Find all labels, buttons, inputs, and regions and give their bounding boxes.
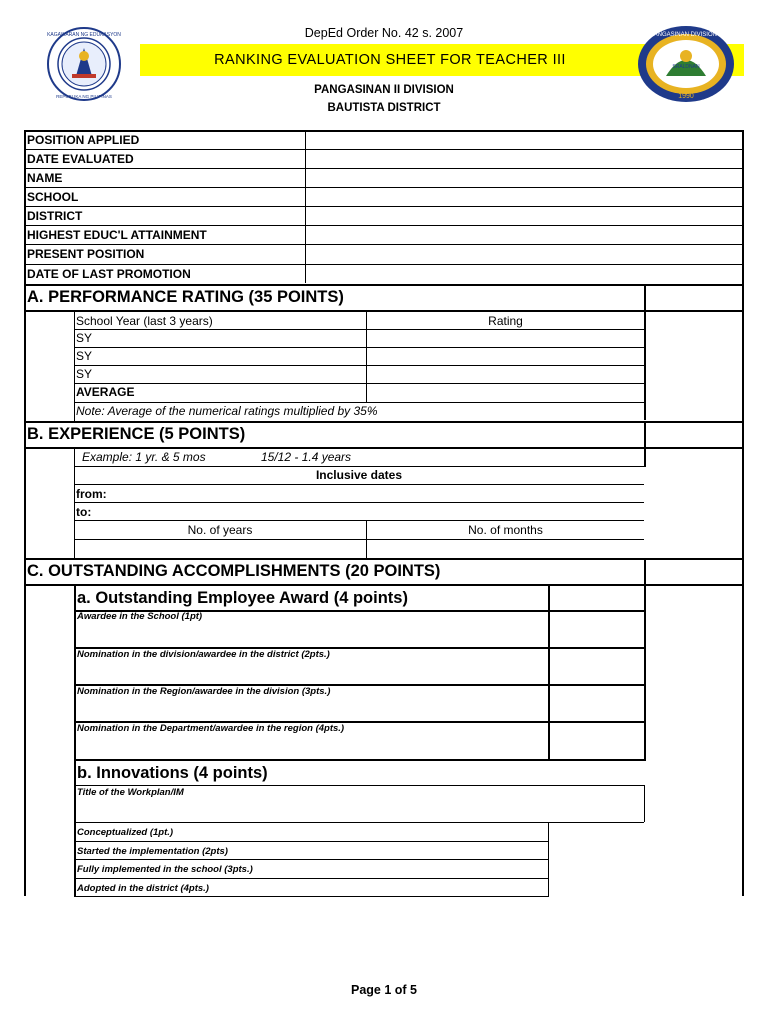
info-school-field[interactable] [306, 188, 742, 206]
section-a-average-field[interactable] [367, 384, 644, 401]
section-a-score-field[interactable] [646, 286, 742, 310]
section-c-award-title: a. Outstanding Employee Award (4 points) [77, 589, 408, 607]
section-a-rating-header: Rating [488, 314, 523, 328]
deped-order: DepEd Order No. 42 s. 2007 [304, 26, 464, 40]
info-district-label: DISTRICT [27, 209, 83, 223]
info-last-promotion-label: DATE OF LAST PROMOTION [27, 267, 191, 281]
section-c-award-item-3-field[interactable] [550, 686, 644, 720]
pangasinan-seal [636, 24, 736, 104]
section-a-sy-2: SY [76, 349, 93, 363]
info-last-promotion-field[interactable] [306, 265, 742, 283]
info-name-field[interactable] [306, 169, 742, 187]
section-c-innov-title: b. Innovations (4 points) [77, 764, 268, 782]
section-c-award-item-4: Nomination in the Department/awardee in the region (4pts.) [77, 723, 345, 734]
district-name: BAUTISTA DISTRICT [327, 102, 441, 114]
division-name: PANGASINAN II DIVISION [314, 84, 454, 96]
info-date-evaluated-field[interactable] [306, 150, 742, 168]
section-c-innov-item-1-field[interactable] [549, 823, 643, 840]
section-b-years-header: No. of years [187, 523, 253, 537]
section-b-months-field[interactable] [367, 540, 644, 557]
info-educ-attainment-field[interactable] [306, 226, 742, 244]
info-name-label: NAME [27, 171, 63, 185]
section-b-score-field[interactable] [646, 423, 742, 447]
section-a-rating-2-field[interactable] [367, 348, 644, 365]
section-c-workplan-field[interactable] [76, 800, 644, 821]
section-c-innov-item-2-field[interactable] [549, 842, 643, 859]
section-a-school-year-header: School Year (last 3 years) [76, 314, 213, 328]
info-present-position-field[interactable] [306, 245, 742, 263]
section-b-months-header: No. of months [468, 523, 543, 537]
section-c-award-item-1-field[interactable] [550, 612, 644, 646]
section-c-innov-item-3: Fully implemented in the school (3pts.) [77, 864, 253, 875]
section-b-to-field[interactable] [110, 503, 644, 520]
section-b-example-calc: 15/12 - 1.4 years [261, 450, 352, 464]
section-a-sy-1: SY [76, 331, 93, 345]
section-a-rating-3-field[interactable] [367, 366, 644, 383]
section-a-rating-1-field[interactable] [367, 330, 644, 347]
info-position-applied-label: POSITION APPLIED [27, 133, 140, 147]
section-c-award-item-2: Nomination in the division/awardee in the district (2pts.) [77, 649, 330, 660]
pangasinan-division-seal-icon [636, 24, 736, 104]
section-c-award-item-2-field[interactable] [550, 649, 644, 683]
info-educ-attainment-label: HIGHEST EDUC'L ATTAINMENT [27, 228, 207, 242]
section-c-innov-item-1: Conceptualized (1pt.) [77, 827, 174, 838]
section-c-innov-item-4: Adopted in the district (4pts.) [77, 883, 209, 894]
section-c-award-score-field[interactable] [550, 586, 644, 610]
section-c-innov-item-3-field[interactable] [549, 860, 643, 877]
sheet-title: RANKING EVALUATION SHEET FOR TEACHER III [214, 52, 566, 68]
section-b-example: Example: 1 yr. & 5 mos [82, 450, 206, 464]
section-c-award-item-3: Nomination in the Region/awardee in the division (3pts.) [77, 686, 331, 697]
section-c-award-item-4-field[interactable] [550, 723, 644, 757]
deped-seal-icon [46, 26, 122, 102]
info-position-applied-field[interactable] [306, 131, 742, 149]
section-b-from-field[interactable] [110, 485, 644, 502]
section-b-title: B. EXPERIENCE (5 POINTS) [27, 425, 246, 443]
section-a-average-label: AVERAGE [76, 385, 135, 399]
section-b-years-field[interactable] [75, 540, 366, 557]
info-present-position-label: PRESENT POSITION [27, 247, 145, 261]
right-seal-motto: SRALDNAN [672, 64, 700, 70]
info-school-label: SCHOOL [27, 190, 79, 204]
section-b-to-label: to: [76, 505, 92, 519]
section-c-workplan-label: Title of the Workplan/IM [77, 787, 184, 798]
section-c-award-item-1: Awardee in the School (1pt) [77, 611, 203, 622]
section-a-note: Note: Average of the numerical ratings multiplied by 35% [76, 404, 378, 418]
left-seal-bottom-text: REPUBLIKA NG PILIPINAS [56, 94, 112, 99]
section-b-inclusive-dates: Inclusive dates [315, 468, 403, 482]
right-seal-ring-text: PANGASINAN DIVISION II [650, 32, 722, 38]
section-c-innov-item-2: Started the implementation (2pts) [77, 846, 228, 857]
info-date-evaluated-label: DATE EVALUATED [27, 152, 134, 166]
section-a-sy-3: SY [76, 367, 93, 381]
right-seal-year: 1990 [678, 93, 694, 100]
left-seal-top-text: KAGAWARAN NG EDUKASYON [47, 32, 121, 38]
section-a-title: A. PERFORMANCE RATING (35 POINTS) [27, 288, 344, 306]
page-number: Page 1 of 5 [351, 983, 417, 997]
section-b-from-label: from: [76, 487, 107, 501]
section-c-title: C. OUTSTANDING ACCOMPLISHMENTS (20 POINTS) [27, 562, 441, 580]
section-c-innov-item-4-field[interactable] [549, 879, 643, 896]
info-district-field[interactable] [306, 207, 742, 225]
section-c-score-field[interactable] [646, 560, 742, 584]
deped-seal [46, 26, 122, 102]
